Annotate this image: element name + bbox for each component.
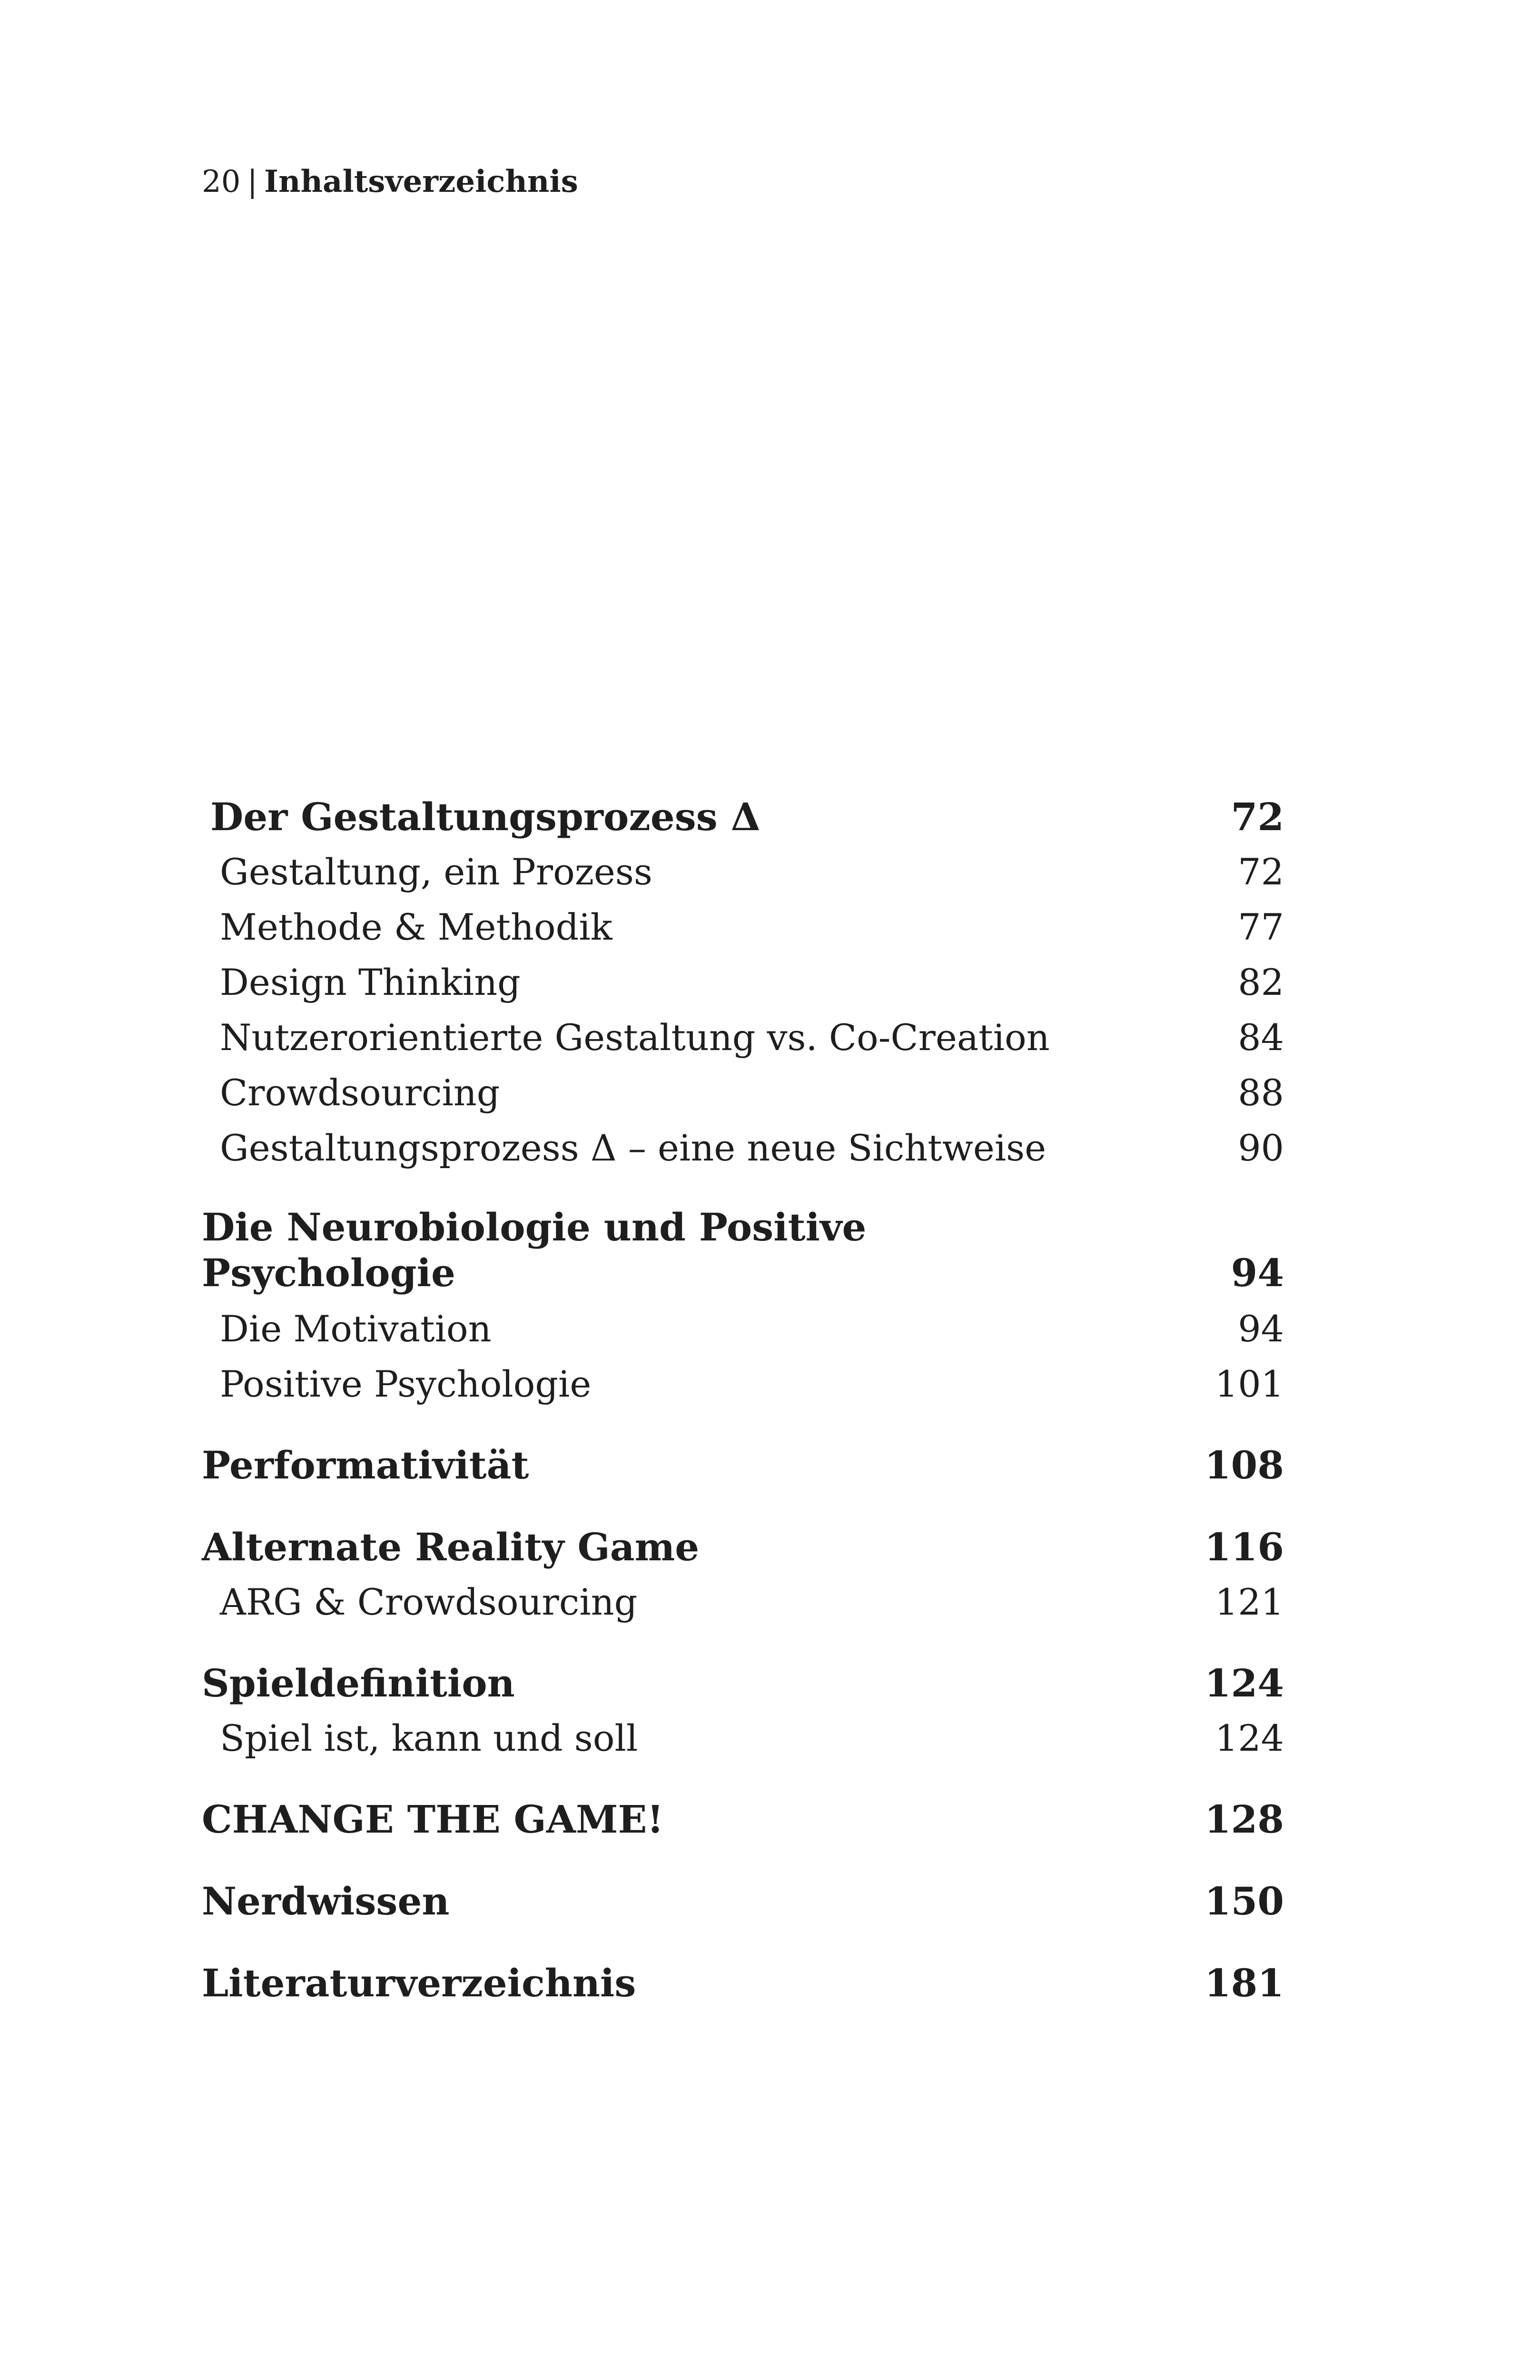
- toc-chapter-performativitaet[interactable]: [202, 1442, 1284, 1488]
- toc-page-number: 94: [1231, 1250, 1284, 1295]
- toc-page-number: 88: [1238, 1071, 1284, 1114]
- toc-page-number: 72: [1231, 794, 1284, 839]
- toc-page-number: 128: [1204, 1797, 1284, 1842]
- toc-chapter-neurobiologie[interactable]: [202, 1204, 1284, 1296]
- toc-entry-label: Nerdwissen: [202, 1879, 450, 1924]
- toc-entry-label: Die Neurobiologie und Positive Psychologie: [202, 1205, 867, 1295]
- toc-entry-label: Design Thinking: [220, 961, 521, 1003]
- toc-section[interactable]: [202, 1716, 1284, 1760]
- toc-section[interactable]: [202, 905, 1284, 949]
- header-separator: |: [247, 164, 257, 199]
- toc-entry-label: Crowdsourcing: [220, 1071, 500, 1114]
- toc-section[interactable]: [202, 1016, 1284, 1060]
- toc-page-number: 181: [1204, 1961, 1284, 2005]
- toc-page-number: 82: [1238, 961, 1284, 1003]
- toc-entry-label: Alternate Reality Game: [202, 1525, 700, 1569]
- toc-chapter-spieldefinition[interactable]: [202, 1660, 1284, 1706]
- toc-entry-label: Gestaltung, ein Prozess: [220, 851, 652, 893]
- toc-section[interactable]: [202, 1126, 1284, 1170]
- toc-page-number: 116: [1204, 1525, 1284, 1569]
- toc-entry-label: Die Motivation: [220, 1308, 492, 1350]
- toc-page-number: 124: [1214, 1717, 1284, 1759]
- toc-page-number: 150: [1204, 1879, 1284, 1924]
- toc-entry-label: Gestaltungsprozess Δ – eine neue Sichtweise: [220, 1127, 1046, 1169]
- toc-page-number: 94: [1238, 1308, 1284, 1350]
- toc-page-number: 101: [1214, 1363, 1284, 1405]
- toc-chapter-gestaltungsprozess[interactable]: [210, 794, 1284, 840]
- page-title: Inhaltsverzeichnis: [264, 164, 578, 199]
- toc-section[interactable]: [202, 1071, 1284, 1115]
- toc-chapter-alternate-reality-game[interactable]: [202, 1524, 1284, 1570]
- toc-entry-label: Positive Psychologie: [220, 1363, 592, 1405]
- toc-section[interactable]: [202, 961, 1284, 1004]
- toc-page-number: 124: [1204, 1661, 1284, 1706]
- toc-section[interactable]: [202, 1580, 1284, 1624]
- toc-page-number: 90: [1238, 1127, 1284, 1169]
- page-number: 20: [202, 164, 241, 199]
- toc-section[interactable]: [202, 1362, 1284, 1406]
- toc-chapter-change-the-game[interactable]: [202, 1796, 1284, 1842]
- toc-entry-label: CHANGE THE GAME!: [202, 1797, 664, 1842]
- toc-entry-label: Performativität: [202, 1443, 529, 1488]
- toc-entry-label: ARG & Crowdsourcing: [220, 1581, 638, 1623]
- toc-page-number: 84: [1238, 1016, 1284, 1059]
- toc-entry-label: Der Gestaltungsprozess Δ: [210, 794, 760, 839]
- toc-entry-label: Nutzerorientierte Gestaltung vs. Co-Creation: [220, 1016, 1050, 1059]
- toc-page-number: 108: [1204, 1443, 1284, 1488]
- toc-entry-label: Literaturverzeichnis: [202, 1961, 636, 2005]
- toc-chapter-nerdwissen[interactable]: [202, 1878, 1284, 1924]
- running-head: [202, 164, 578, 199]
- toc-entry-label: Spieldefinition: [202, 1661, 515, 1706]
- toc-chapter-literaturverzeichnis[interactable]: [202, 1960, 1284, 2006]
- toc-page-number: 72: [1238, 851, 1284, 893]
- toc-entry-label: Spiel ist, kann und soll: [220, 1717, 638, 1759]
- toc-entry-label: Methode & Methodik: [220, 906, 612, 948]
- toc-section[interactable]: [202, 1307, 1284, 1351]
- toc-page-number: 77: [1238, 906, 1284, 948]
- toc-section[interactable]: [202, 850, 1284, 894]
- toc-page-number: 121: [1214, 1581, 1284, 1623]
